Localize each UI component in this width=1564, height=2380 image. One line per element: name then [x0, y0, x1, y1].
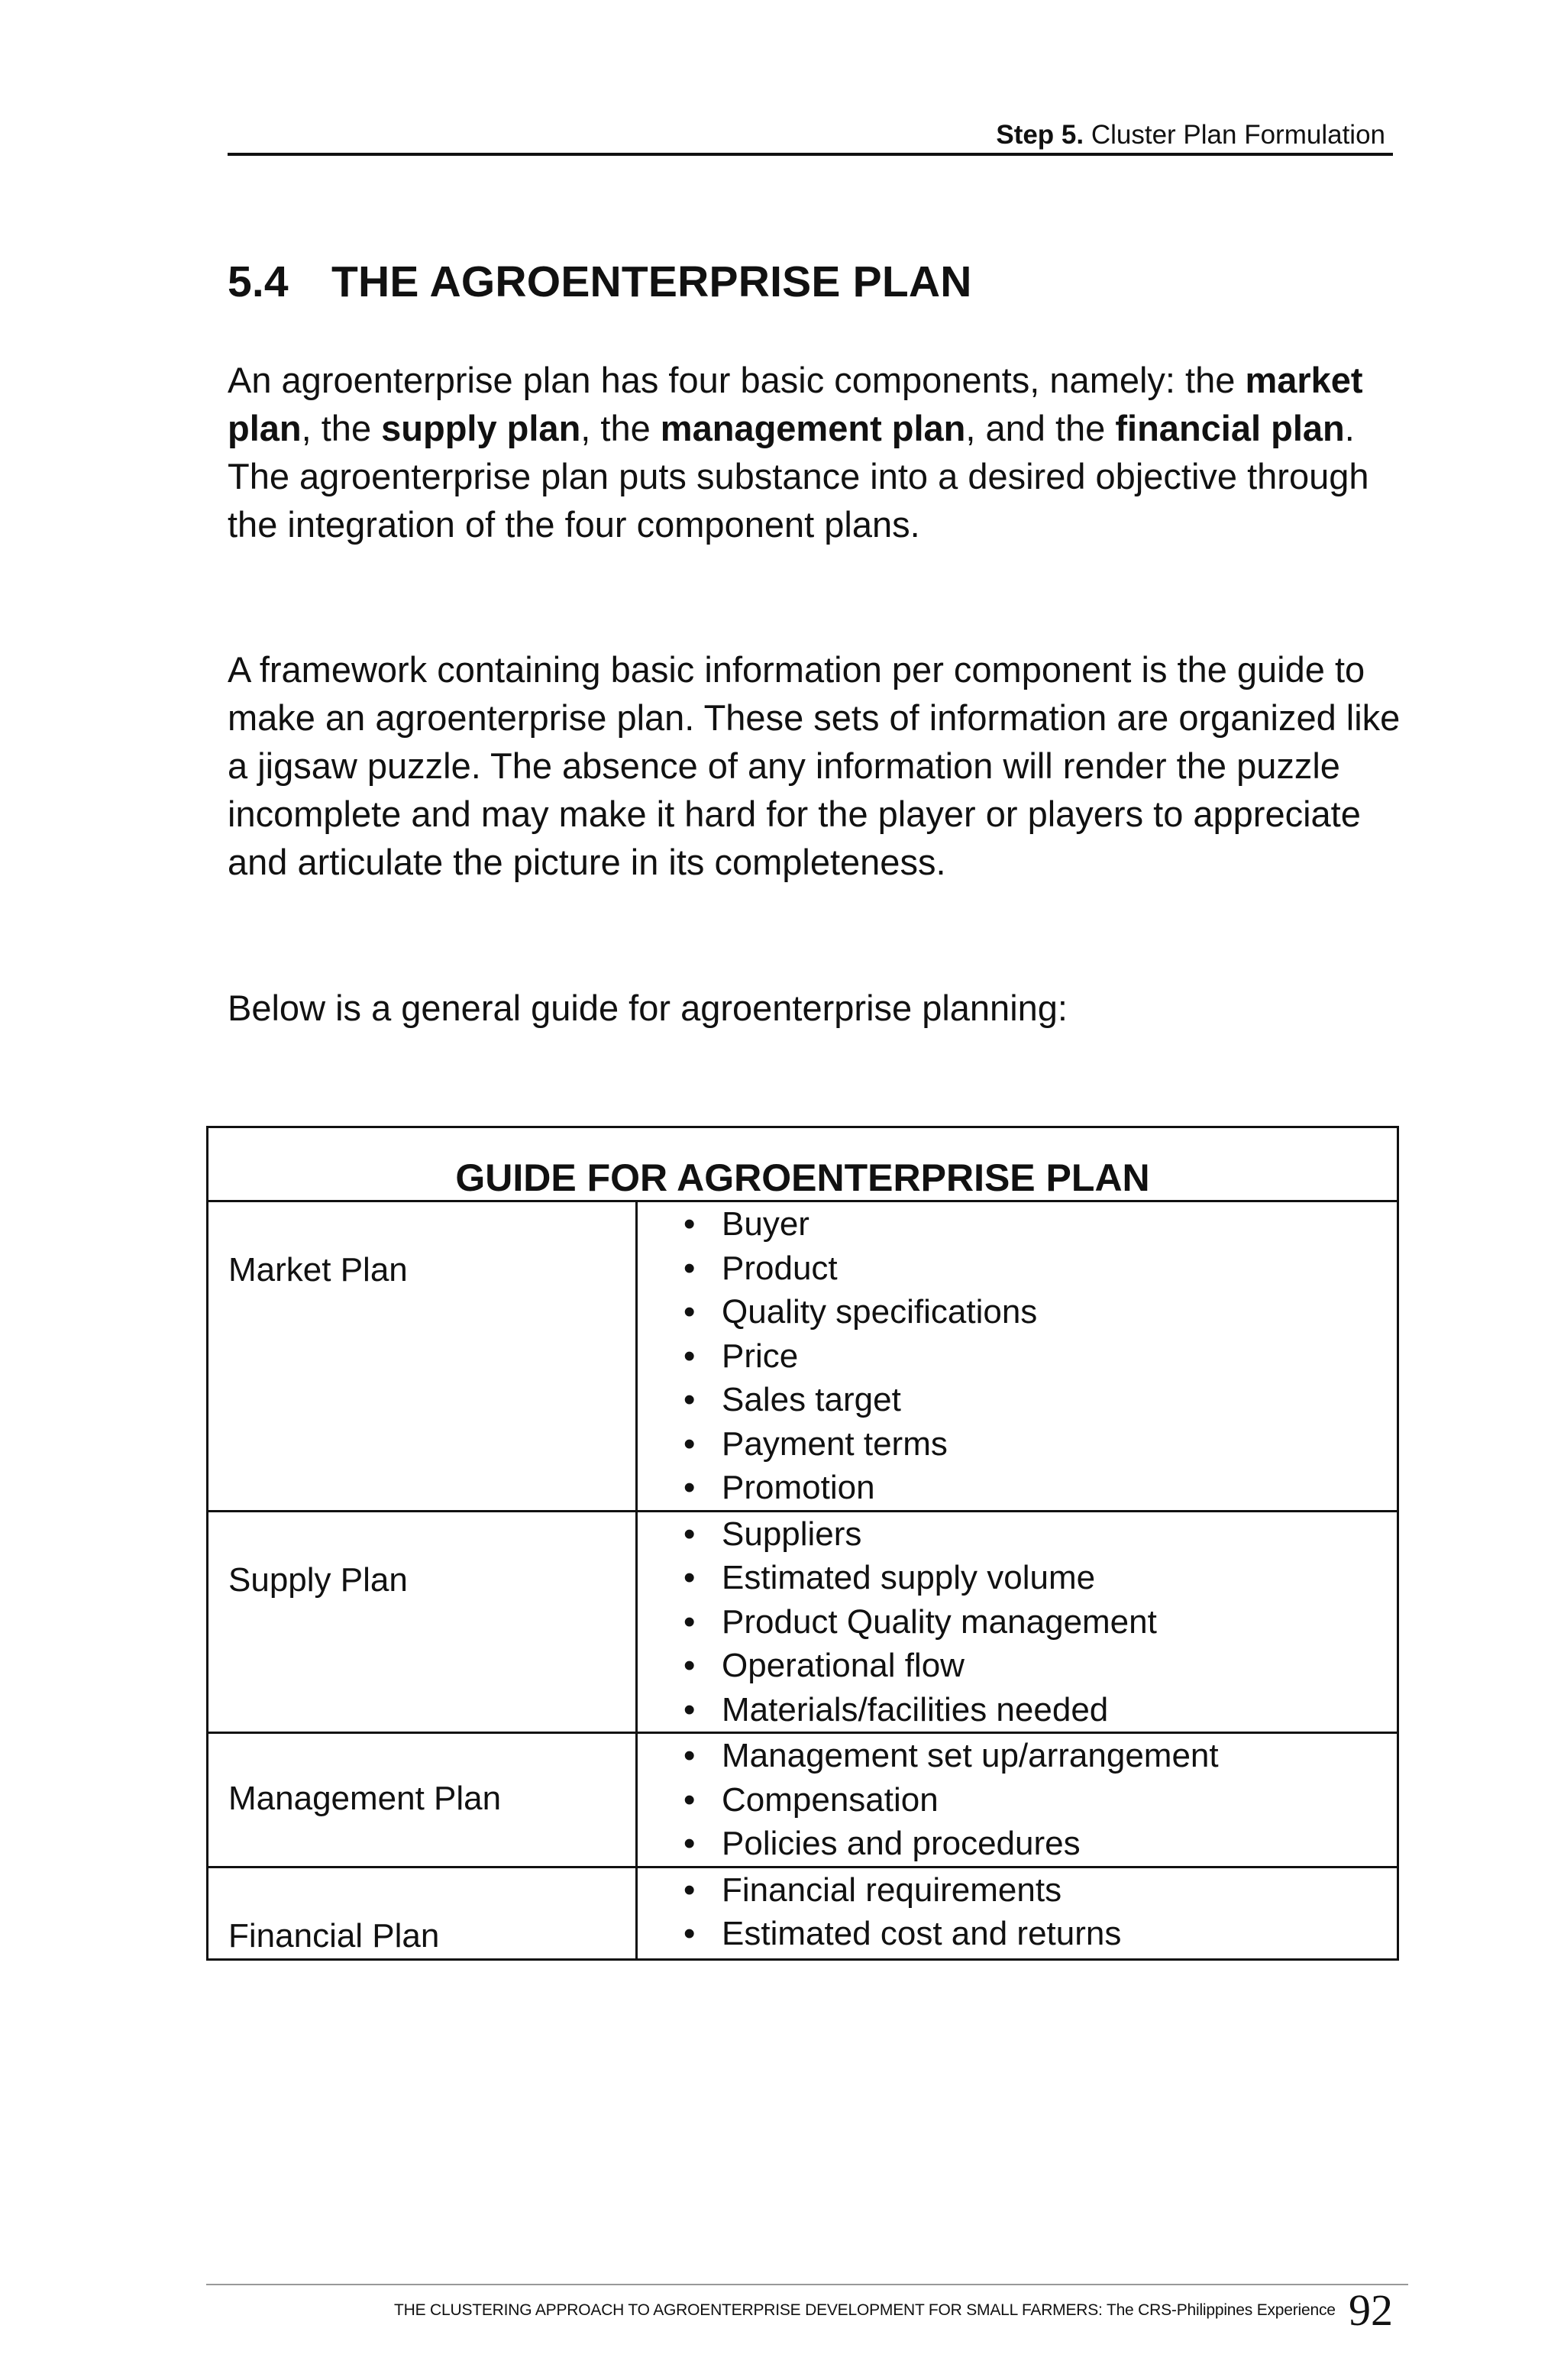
- supply-plan-term: supply plan: [381, 408, 581, 448]
- row-label-cell: [208, 1733, 637, 1867]
- intro-paragraph: [228, 356, 1404, 548]
- management-plan-term: management plan: [660, 408, 966, 448]
- guide-table-title: GUIDE FOR AGROENTERPRISE PLAN: [208, 1127, 1398, 1201]
- running-header: [228, 121, 1393, 156]
- section-title: [228, 255, 972, 309]
- section-heading: THE AGROENTERPRISE PLAN: [331, 257, 972, 306]
- list-item: • Estimated supply volume: [683, 1556, 1397, 1600]
- list-item: • Buyer: [683, 1202, 1397, 1247]
- list-item: • Payment terms: [683, 1422, 1397, 1466]
- table-row: [208, 1867, 1398, 1959]
- list-item: • Suppliers: [683, 1512, 1397, 1557]
- guide-table-header-row: [208, 1127, 1398, 1201]
- framework-paragraph: A framework containing basic information per component is the guide to make an agroenterprise plan. These sets of information are organized like a jigsaw puzzle. The absence of any information will render the puzzle incomplete and may make it hard for the player or players to appreciate and articulate the picture in its completeness.: [228, 649, 1401, 882]
- table-row: [208, 1511, 1398, 1733]
- list-item: • Operational flow: [683, 1644, 1397, 1688]
- row-items-cell: [637, 1733, 1398, 1867]
- row-label-cell: [208, 1201, 637, 1512]
- supply-plan-label: Supply Plan: [228, 1560, 408, 1599]
- row-label-cell: [208, 1511, 637, 1733]
- list-item: • Policies and procedures: [683, 1822, 1397, 1866]
- list-item: • Product Quality management: [683, 1600, 1397, 1644]
- footer-book-title: THE CLUSTERING APPROACH TO AGROENTERPRISE DEVELOPMENT FOR SMALL FARMERS: The CRS-Philippines Experience: [394, 2301, 1336, 2319]
- financial-plan-label: Financial Plan: [228, 1916, 440, 1955]
- footer-divider: [206, 2284, 1408, 2285]
- section-number: 5.4: [228, 257, 289, 306]
- step-title: Cluster Plan Formulation: [1091, 120, 1385, 150]
- market-plan-items: [683, 1202, 1397, 1510]
- market-plan-term: market plan: [228, 360, 1363, 448]
- list-item: • Estimated cost and returns: [683, 1912, 1397, 1956]
- page-number: 92: [1349, 2285, 1393, 2335]
- list-item: • Compensation: [683, 1778, 1397, 1822]
- management-plan-items: [683, 1734, 1397, 1866]
- table-row: [208, 1733, 1398, 1867]
- list-item: • Price: [683, 1334, 1397, 1379]
- management-plan-label: Management Plan: [228, 1780, 502, 1817]
- market-plan-label: Market Plan: [228, 1251, 408, 1289]
- row-items-cell: [637, 1201, 1398, 1512]
- list-item: • Sales target: [683, 1378, 1397, 1422]
- list-item: • Quality specifications: [683, 1290, 1397, 1334]
- financial-plan-term: financial plan: [1115, 408, 1345, 448]
- paragraph-text: An agroenterprise plan has four basic components, namely: the: [228, 360, 1246, 400]
- supply-plan-items: [683, 1512, 1397, 1732]
- row-items-cell: [637, 1511, 1398, 1733]
- table-row: [208, 1201, 1398, 1512]
- paragraph-text: . The agroenterprise plan puts substance into a desired objective through the integration of the four component plans.: [228, 408, 1369, 545]
- paragraph-text: , the: [301, 408, 382, 448]
- list-item: • Financial requirements: [683, 1868, 1397, 1913]
- list-item: • Promotion: [683, 1466, 1397, 1510]
- list-item: • Materials/facilities needed: [683, 1688, 1397, 1732]
- guide-intro-paragraph: Below is a general guide for agroenterprise planning:: [228, 988, 1068, 1028]
- guide-table: [206, 1126, 1399, 1961]
- list-item: • Management set up/arrangement: [683, 1734, 1397, 1778]
- financial-plan-items: [683, 1868, 1397, 1956]
- paragraph-text: , the: [580, 408, 661, 448]
- paragraph-text: , and the: [965, 408, 1116, 448]
- step-label: Step 5.: [996, 120, 1084, 150]
- list-item: • Product: [683, 1247, 1397, 1291]
- row-label-cell: [208, 1867, 637, 1959]
- row-items-cell: [637, 1867, 1398, 1959]
